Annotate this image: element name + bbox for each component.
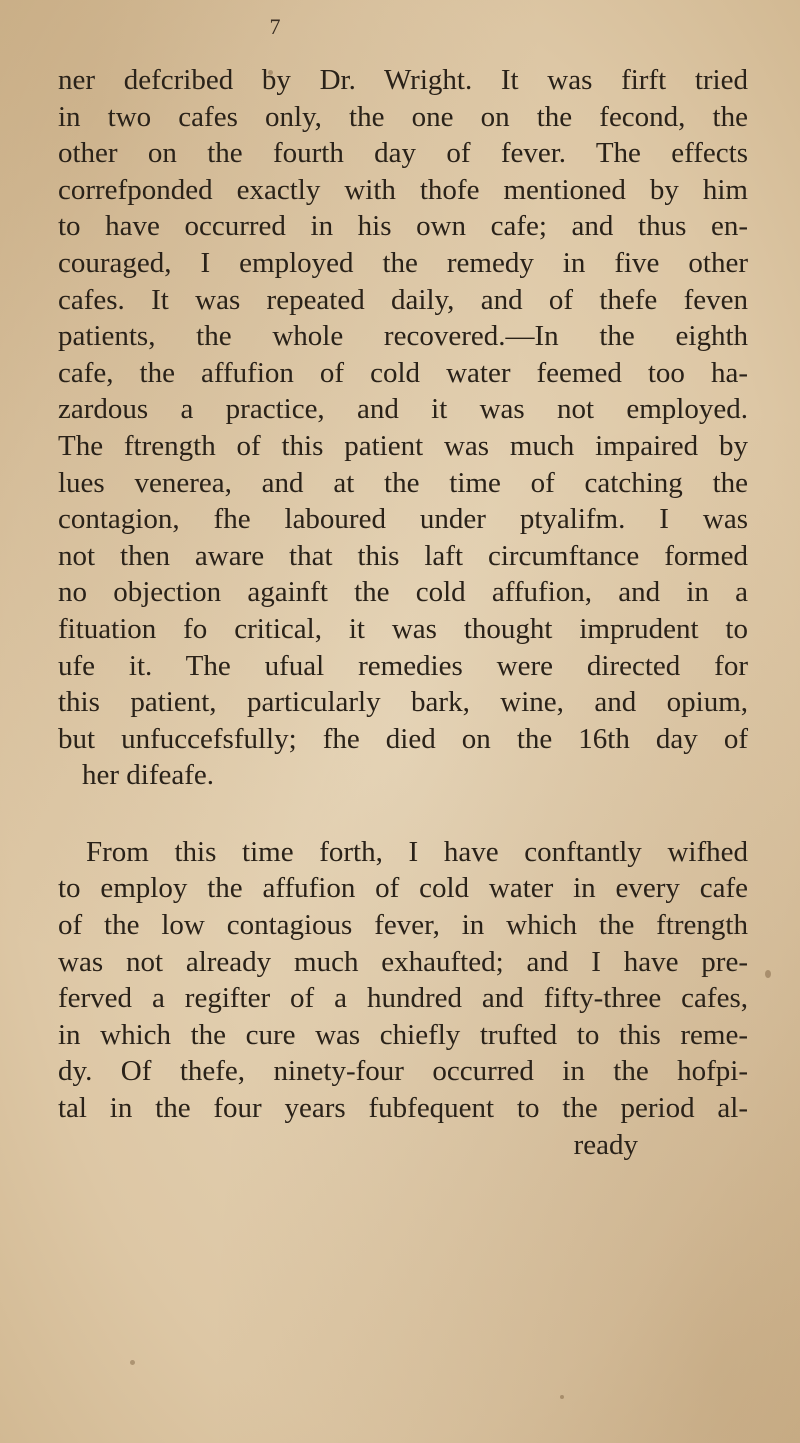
- text-line: From this time forth, I have conftantly wifhed: [86, 835, 748, 868]
- text-line: to have occurred in his own cafe; and thus en-: [58, 210, 748, 243]
- text-line: fituation fo critical, it was thought imprudent to: [58, 612, 748, 645]
- catchword: ready: [573, 1128, 638, 1161]
- text-line: but unfuccefsfully; fhe died on the 16th day of: [58, 722, 748, 755]
- text-line: zardous a practice, and it was not employed.: [58, 393, 748, 426]
- text-line: contagion, fhe laboured under ptyalifm. I was: [58, 503, 748, 536]
- text-line: ferved a regifter of a hundred and fifty-three cafes,: [58, 982, 748, 1015]
- text-line: ufe it. The ufual remedies were directed for: [58, 649, 748, 682]
- text-line: no objection againft the cold affufion, and in a: [58, 576, 748, 609]
- paper-foxing-spot: [130, 1360, 135, 1365]
- text-line: tal in the four years fubfequent to the period al-: [58, 1092, 748, 1125]
- page-number: 7: [269, 14, 281, 39]
- paragraph-gap: [58, 794, 748, 834]
- paper-foxing-spot: [560, 1395, 564, 1399]
- text-line: ner defcribed by Dr. Wright. It was firft tried: [58, 64, 748, 96]
- text-line: correfponded exactly with thofe mentioned by him: [58, 173, 748, 206]
- text-line: not then aware that this laft circumftance formed: [58, 539, 748, 572]
- text-line: cafe, the affufion of cold water feemed too ha-: [58, 356, 748, 389]
- text-line: was not already much exhaufted; and I have pre-: [58, 945, 748, 978]
- paragraph-2: [58, 834, 748, 1163]
- text-line: cafes. It was repeated daily, and of thefe feven: [58, 283, 748, 316]
- text-line: in two cafes only, the one on the fecond, the: [58, 100, 748, 133]
- text-line: couraged, I employed the remedy in five other: [58, 246, 748, 279]
- paper-foxing-spot: [268, 70, 273, 75]
- text-line: lues venerea, and at the time of catching the: [58, 466, 748, 499]
- text-line: patients, the whole recovered.—In the eighth: [58, 320, 748, 353]
- text-line: in which the cure was chiefly trufted to this reme-: [58, 1018, 748, 1051]
- text-line: dy. Of thefe, ninety-four occurred in the hofpi-: [58, 1055, 748, 1088]
- text-line: her difeafe.: [82, 759, 215, 792]
- text-line: to employ the affufion of cold water in every cafe: [58, 872, 748, 905]
- paper-foxing-spot: [765, 970, 771, 978]
- text-line: The ftrength of this patient was much impaired by: [58, 429, 748, 462]
- text-line: this patient, particularly bark, wine, and opium,: [58, 686, 748, 719]
- body-text: [58, 62, 748, 1163]
- paragraph-1: [58, 62, 748, 794]
- text-line: of the low contagious fever, in which the ftrength: [58, 909, 748, 942]
- text-line: other on the fourth day of fever. The effects: [58, 137, 748, 170]
